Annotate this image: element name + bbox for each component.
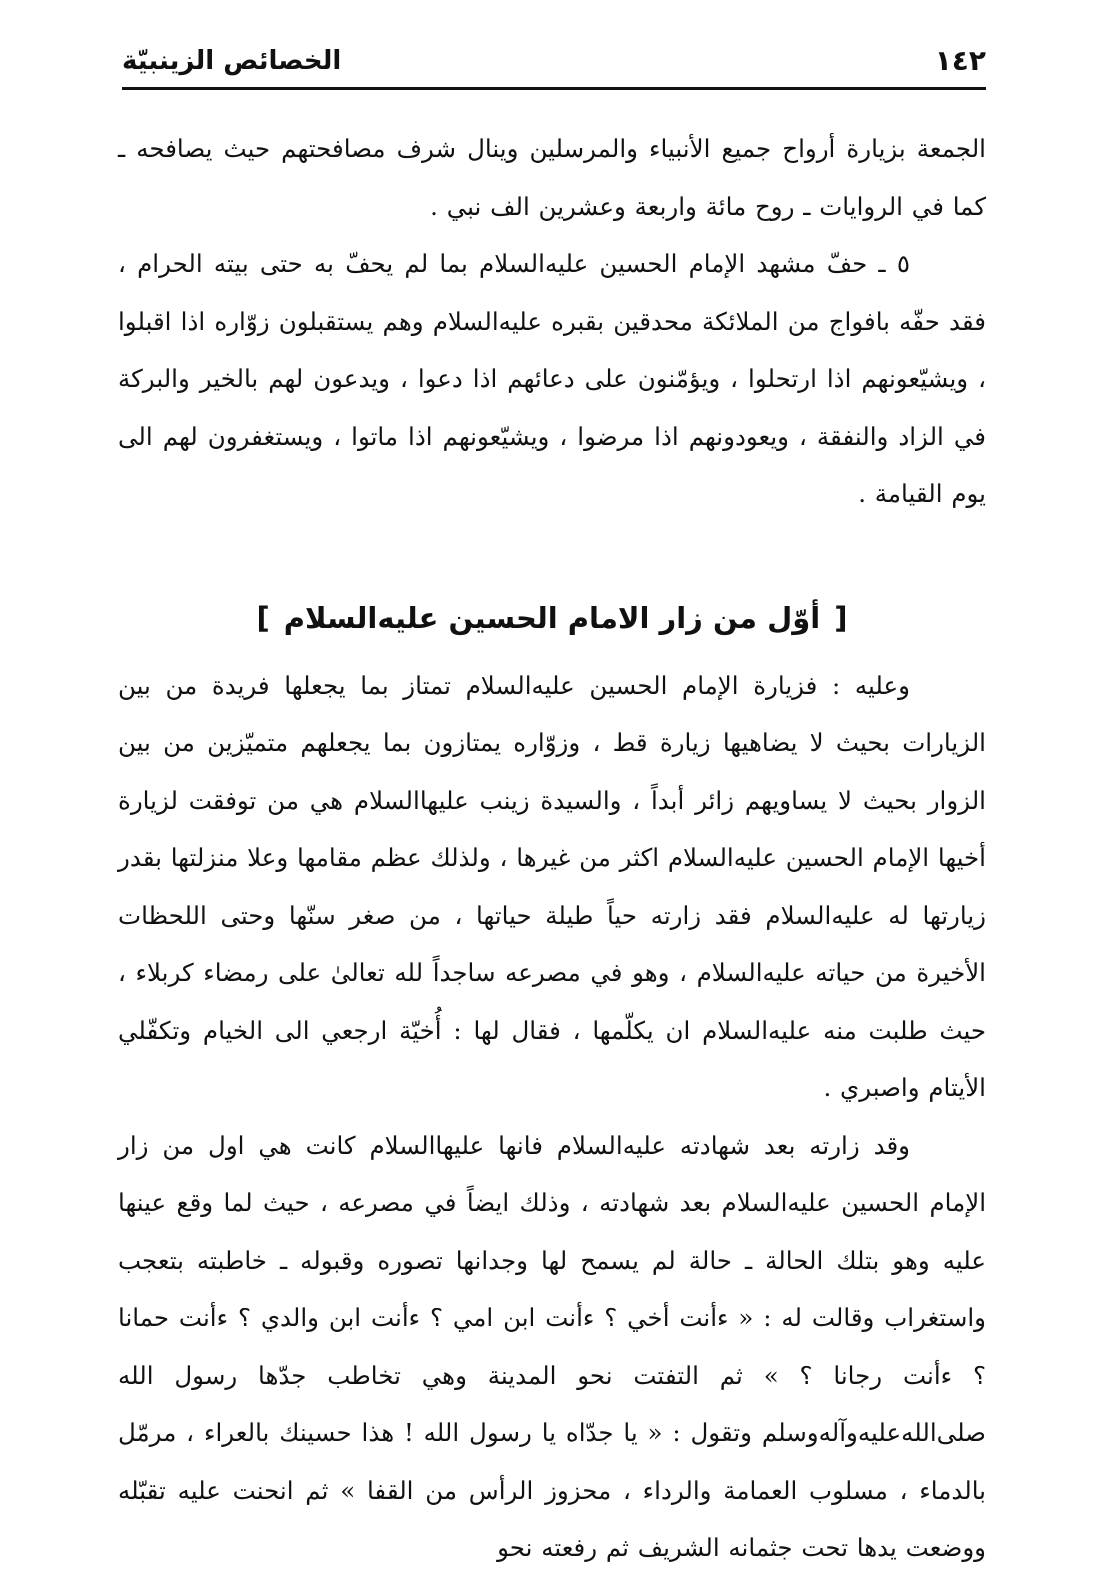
paragraph-rewards-of-visitation: الجمعة بزيارة أرواح جميع الأنبياء والمرسلين وينال شرف مصافحتهم حيث يصافحه ـ كما في الروايات ـ روح مائة واربعة وعشرين الف نبي . (118, 134, 986, 221)
paragraph-zaynab-visits: وعليه : فزيارة الإمام الحسين عليه‌السلام تمتاز بما يجعلها فريدة من بين الزيارات بحيث لا يضاهيها زيارة قط ، وزوّاره يمتازون بما يجعلهم متميّزين من بين الزوار بحيث لا يساويهم زائر أبداً ، والسيدة زينب عليها‌السلام هي من توفقت لزيارة أخيها الإمام الحسين عليه‌السلام اكثر من غيرها ، ولذلك عظم مقامها وعلا منزلتها بقدر زيارتها له عليه‌السلام فقد زارته حياً طيلة حياتها ، من صغر سنّها وحتى اللحظات الأخيرة من حياته عليه‌السلام ، وهو في مصرعه ساجداً لله تعالىٰ على رمضاء كربلاء ، حيث طلبت منه عليه‌السلام ان يكلّمها ، فقال لها : أُخيّة ارجعي الى الخيام وتكفّلي الأيتام واصبري . (118, 670, 986, 1102)
heading-close-bracket: ] (256, 600, 270, 635)
heading-open-bracket: [ (834, 600, 848, 635)
body-text (118, 120, 986, 1577)
book-title: الخصائص الزينبيّة (122, 45, 342, 76)
paragraph-after-martyrdom: وقد زارته بعد شهادته عليه‌السلام فانها عليها‌السلام كانت هي اول من زار الإمام الحسين عليه‌السلام بعد شهادته ، وذلك ايضاً في مصرعه ، حيث لما وقع عينها عليه وهو بتلك الحالة ـ حالة لم يسمح لها وجدانها تصوره وقبوله ـ خاطبته بتعجب واستغراب وقالت له : « ءأنت أخي ؟ ءأنت ابن امي ؟ ءأنت ابن والدي ؟ ءأنت حمانا ؟ ءأنت رجانا ؟ » ثم التفتت نحو المدينة وهي تخاطب جدّها رسول الله صلى‌الله‌عليه‌وآله‌وسلم وتقول : « يا جدّاه يا رسول الله ! هذا حسينك بالعراء ، مرمّل بالدماء ، مسلوب العمامة والرداء ، محزوز الرأس من القفا » ثم انحنت عليه تقبّله ووضعت يدها تحت جثمانه الشريف ثم رفعته نحو (118, 1130, 986, 1562)
running-header (122, 34, 986, 90)
paragraph-angels-at-shrine: ٥ ـ حفّ مشهد الإمام الحسين عليه‌السلام بما لم يحفّ به حتى بيته الحرام ، فقد حفّه بافواج من الملائكة محدقين بقبره عليه‌السلام وهم يستقبلون زوّاره اذا اقبلوا ، ويشيّعونهم اذا ارتحلوا ، ويؤمّنون على دعائهم اذا دعوا ، ويدعون لهم بالخير والبركة في الزاد والنفقة ، ويعودونهم اذا مرضوا ، ويشيّعونهم اذا ماتوا ، ويستغفرون لهم الى يوم القيامة . (118, 249, 986, 508)
heading-title: أوّل من زار الامام الحسين عليه‌السلام (283, 600, 821, 635)
page-number: ١٤٢ (934, 44, 986, 77)
section-heading (118, 523, 986, 657)
